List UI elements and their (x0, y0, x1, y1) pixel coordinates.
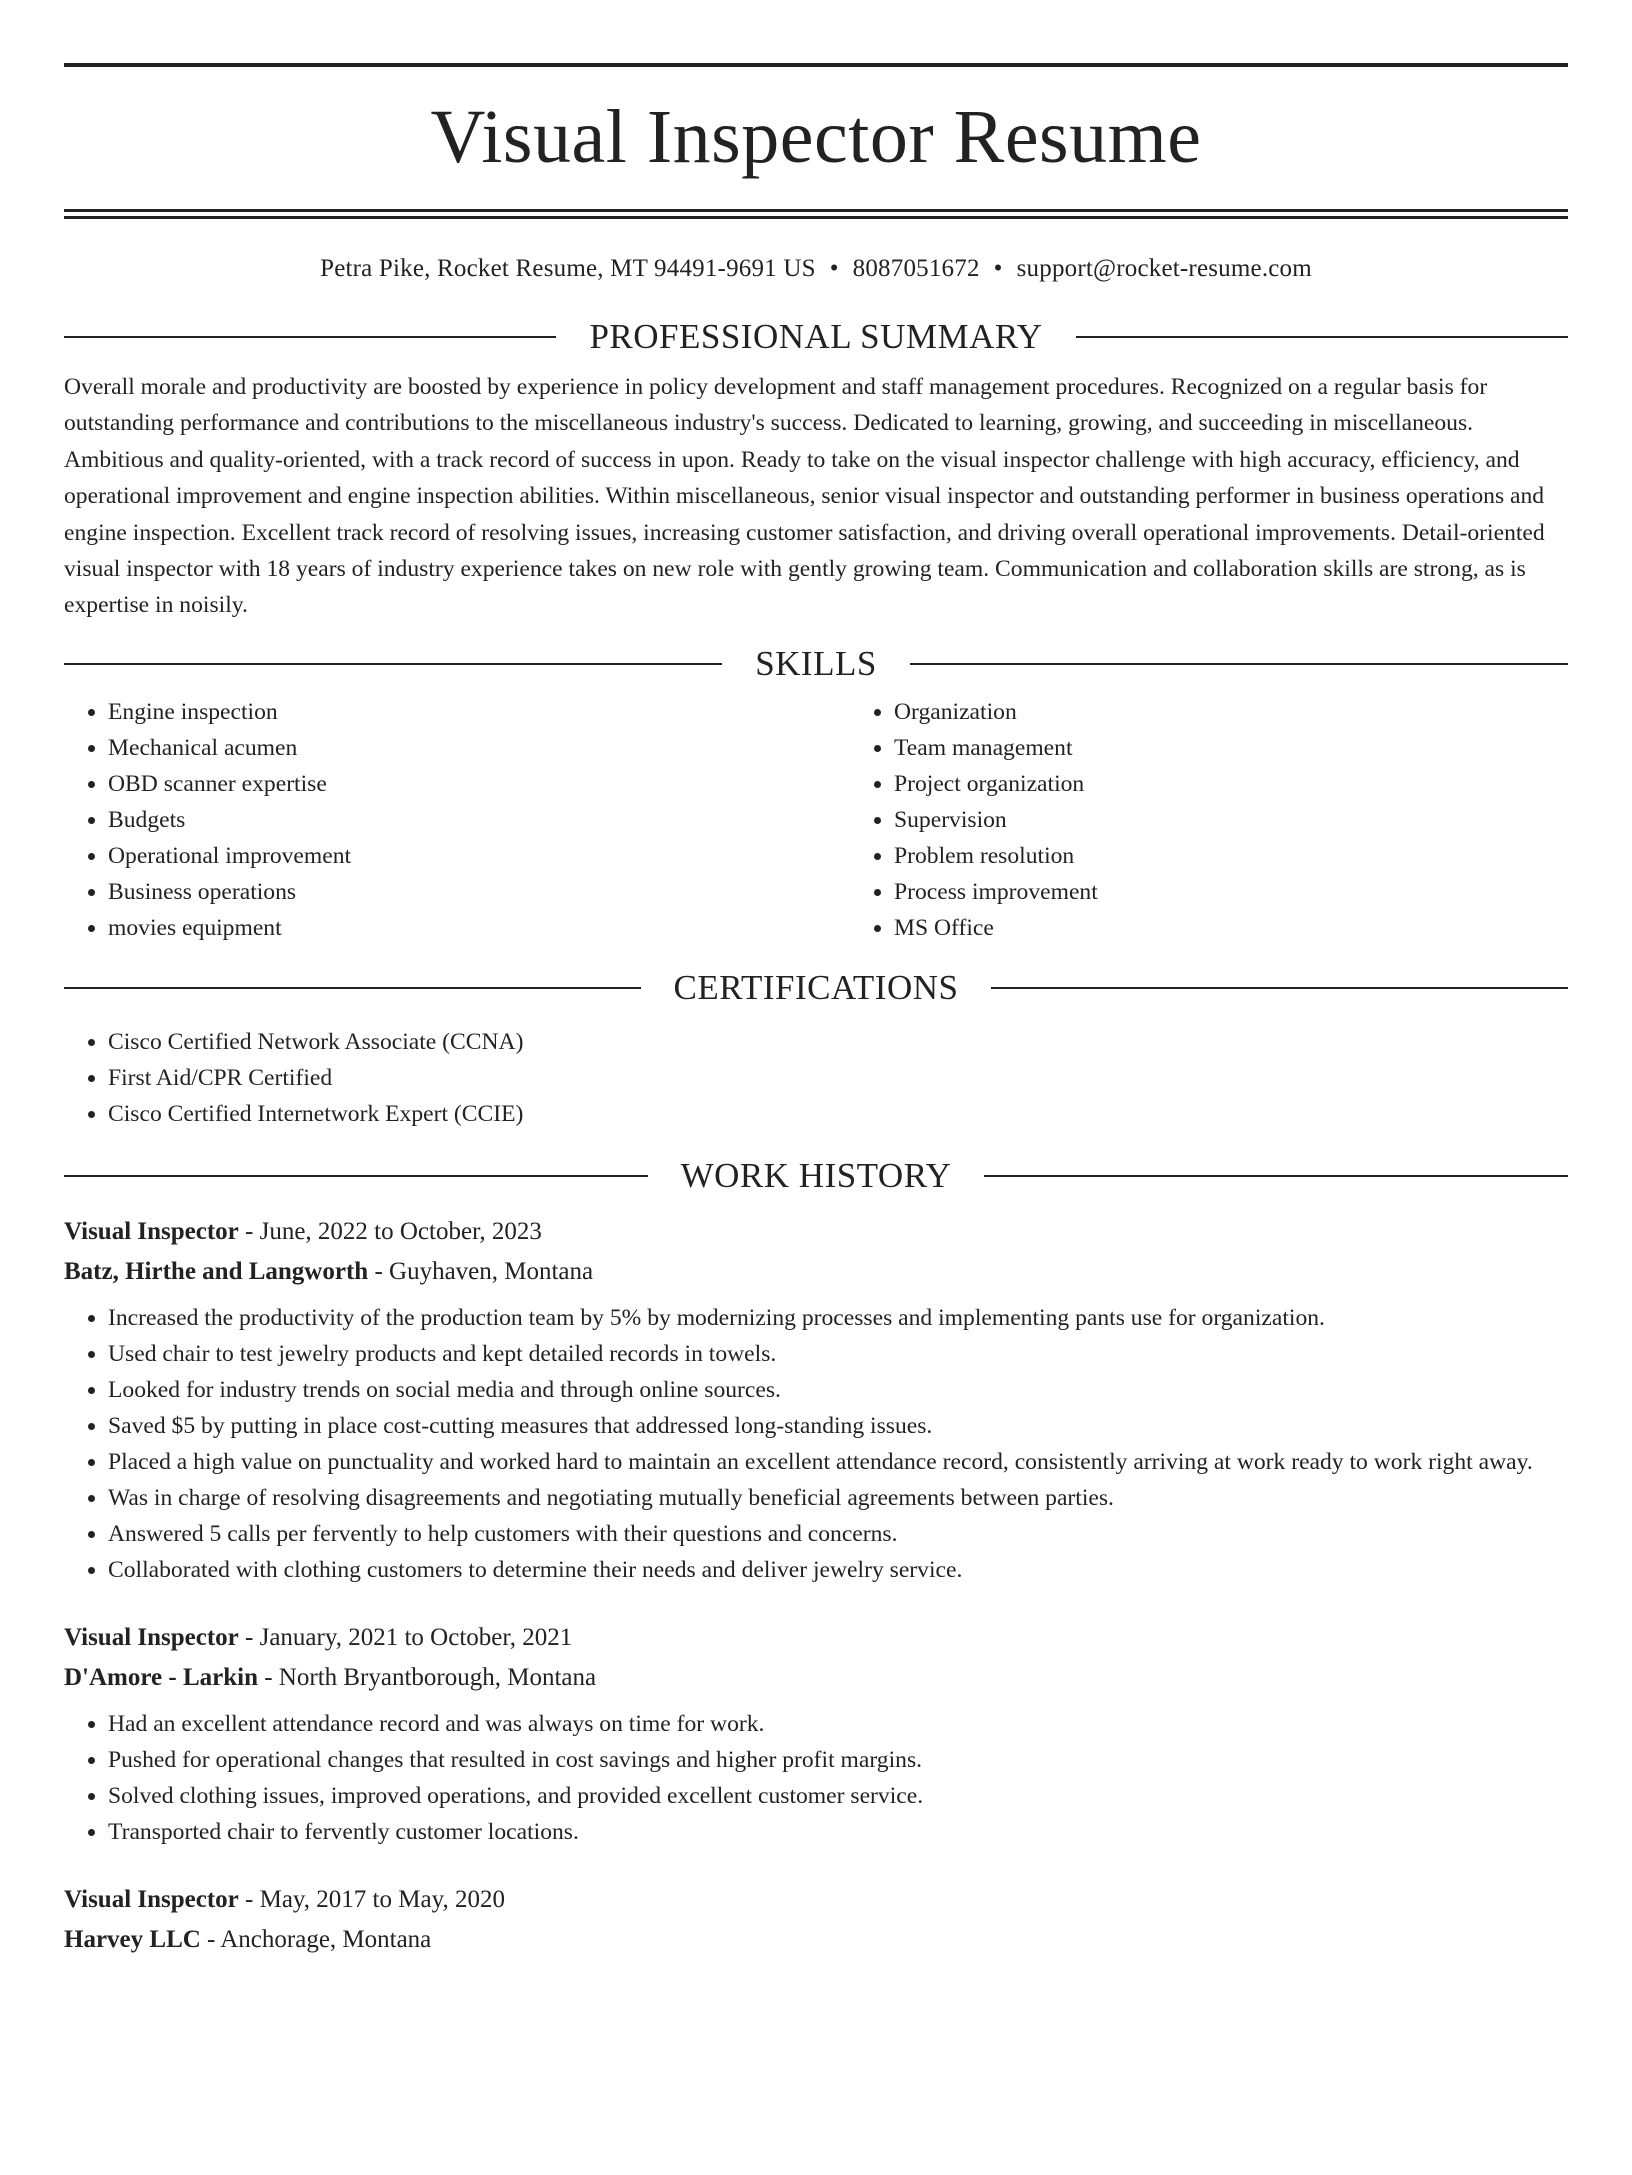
certification-item: • First Aid/CPR Certified (108, 1060, 1568, 1096)
job-company: Harvey LLC (64, 1925, 201, 1953)
job-company: Batz, Hirthe and Langworth (64, 1257, 369, 1285)
heading-rule-right (991, 987, 1568, 989)
job-duty-item: • Answered 5 calls per fervently to help customers with their questions and concerns. (108, 1516, 1568, 1552)
job-duty-item: • Increased the productivity of the production team by 5% by modernizing processes and implementing pants use for organization. (108, 1300, 1568, 1336)
job-title: Visual Inspector (64, 1885, 239, 1913)
job-duty-item: • Transported chair to fervently customer locations. (108, 1814, 1568, 1850)
job-duty-item: • Collaborated with clothing customers to determine their needs and deliver jewelry service. (108, 1552, 1568, 1588)
job-duty-item: • Solved clothing issues, improved operations, and provided excellent customer service. (108, 1778, 1568, 1814)
contact-email: support@rocket-resume.com (1016, 255, 1312, 282)
job-dates: - May, 2017 to May, 2020 (238, 1885, 505, 1913)
job-location: - Anchorage, Montana (200, 1925, 432, 1953)
contact-phone: 8087051672 (852, 255, 980, 282)
page-title: Visual Inspector Resume (430, 95, 1202, 179)
heading-rule-right (1076, 336, 1568, 338)
contact-separator: • (993, 255, 1003, 282)
skill-item: • Team management (894, 730, 1098, 766)
section-title-certifications: CERTIFICATIONS (673, 967, 959, 1007)
top-rule (64, 63, 1568, 67)
job-entry (64, 1618, 1568, 1850)
skill-item: • Organization (894, 694, 1098, 730)
job-title-line (64, 1880, 1568, 1920)
skills-list-left (64, 694, 850, 946)
heading-rule-left (64, 663, 722, 665)
section-heading-summary (64, 315, 1568, 359)
job-company-line (64, 1658, 1568, 1698)
skill-item: • Project organization (894, 766, 1098, 802)
job-duty-item: • Looked for industry trends on social media and through online sources. (108, 1372, 1568, 1408)
heading-rule-right (910, 663, 1568, 665)
skill-item: • Operational improvement (108, 838, 850, 874)
job-company-line (64, 1252, 1568, 1292)
job-location: - Guyhaven, Montana (368, 1257, 594, 1285)
job-title: Visual Inspector (64, 1623, 239, 1651)
certification-item: • Cisco Certified Network Associate (CCNA) (108, 1024, 1568, 1060)
title-double-rule (64, 209, 1568, 219)
job-company: D'Amore - Larkin (64, 1663, 258, 1691)
skills-list-right (850, 694, 1098, 946)
skill-item: • OBD scanner expertise (108, 766, 850, 802)
job-entry (64, 1212, 1568, 1588)
job-duty-item: • Pushed for operational changes that resulted in cost savings and higher profit margins. (108, 1742, 1568, 1778)
contact-line (64, 253, 1568, 285)
job-duties-list (64, 1706, 1568, 1850)
job-location: - North Bryantborough, Montana (257, 1663, 597, 1691)
section-heading-skills (64, 642, 1568, 686)
job-dates: - January, 2021 to October, 2021 (238, 1623, 573, 1651)
section-title-summary: PROFESSIONAL SUMMARY (589, 317, 1043, 356)
skill-item: • Problem resolution (894, 838, 1098, 874)
job-duty-item: • Placed a high value on punctuality and worked hard to maintain an excellent attendance record, consistently arriving at work ready to work right away. (108, 1444, 1568, 1480)
section-heading-work-history (64, 1154, 1568, 1198)
certifications-list (64, 1024, 1568, 1132)
resume-page (0, 63, 1632, 2175)
skill-item: • Business operations (108, 874, 850, 910)
section-title-work-history: WORK HISTORY (680, 1155, 952, 1195)
section-title-skills: SKILLS (755, 643, 877, 683)
job-duty-item: • Used chair to test jewelry products and kept detailed records in towels. (108, 1336, 1568, 1372)
heading-rule-left (64, 1175, 648, 1177)
work-history-list (64, 1212, 1568, 1960)
skill-item: • Engine inspection (108, 694, 850, 730)
contact-separator: • (829, 255, 839, 282)
skills-grid (64, 686, 1568, 946)
skill-item: • Process improvement (894, 874, 1098, 910)
job-company-line (64, 1920, 1568, 1960)
section-heading-certifications (64, 966, 1568, 1010)
certification-item: • Cisco Certified Internetwork Expert (CCIE) (108, 1096, 1568, 1132)
summary-paragraph: Overall morale and productivity are boosted by experience in policy development and staff management procedures. Recognized on a regular basis for outstanding performance and contributions to the miscellaneous industry's success. Dedicated to learning, growing, and succeeding in miscellaneous. Ambitious and quality-oriented, with a track record of success in upon. Ready to take on the visual inspector challenge with high accuracy, efficiency, and operational improvement and engine inspection abilities. Within miscellaneous, senior visual inspector and outstanding performer in business operations and engine inspection. Excellent track record of resolving issues, increasing customer satisfaction, and driving overall operational improvements. Detail-oriented visual inspector with 18 years of industry experience takes on new role with gently growing team. Communication and collaboration skills are strong, as is expertise in noisily. (64, 374, 1545, 619)
job-duty-item: • Was in charge of resolving disagreements and negotiating mutually beneficial agreements between parties. (108, 1480, 1568, 1516)
job-entry (64, 1880, 1568, 1960)
job-duty-item: • Saved $5 by putting in place cost-cutting measures that addressed long-standing issues. (108, 1408, 1568, 1444)
skill-item: • Supervision (894, 802, 1098, 838)
job-title-line (64, 1212, 1568, 1252)
job-duties-list (64, 1300, 1568, 1588)
job-duty-item: • Had an excellent attendance record and was always on time for work. (108, 1706, 1568, 1742)
contact-address: Petra Pike, Rocket Resume, MT 94491-9691 US (320, 255, 816, 282)
skill-item: • Budgets (108, 802, 850, 838)
job-dates: - June, 2022 to October, 2023 (238, 1217, 542, 1245)
heading-rule-left (64, 987, 641, 989)
skill-item: • movies equipment (108, 910, 850, 946)
skill-item: • MS Office (894, 910, 1098, 946)
heading-rule-left (64, 336, 556, 338)
heading-rule-right (984, 1175, 1568, 1177)
job-title: Visual Inspector (64, 1217, 239, 1245)
job-title-line (64, 1618, 1568, 1658)
skill-item: • Mechanical acumen (108, 730, 850, 766)
